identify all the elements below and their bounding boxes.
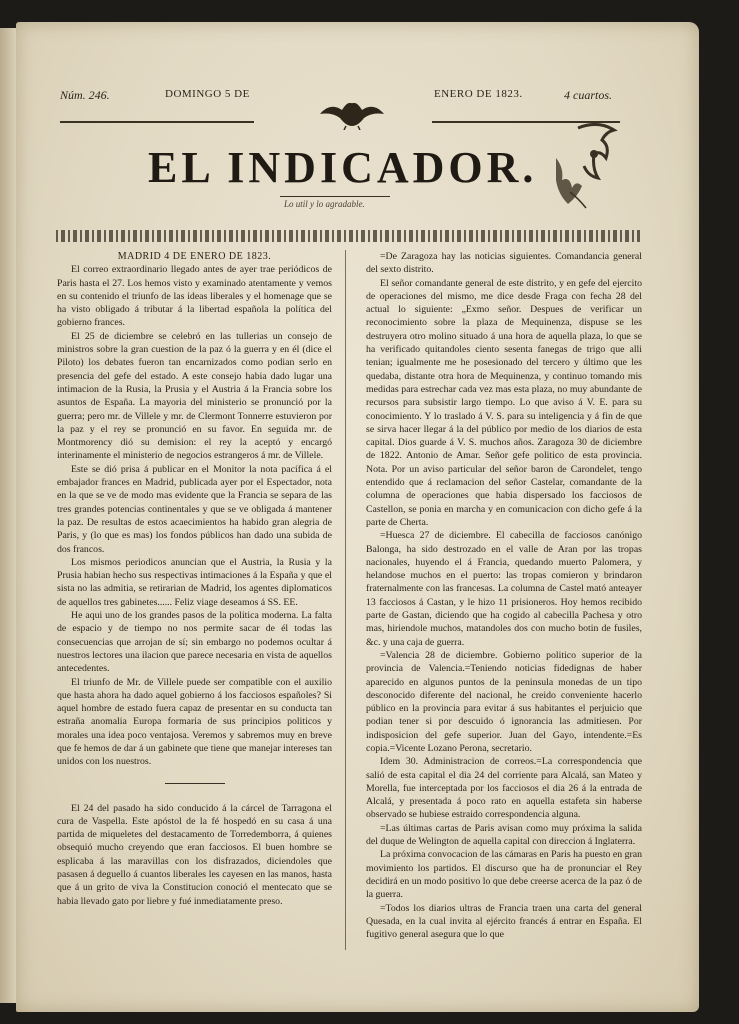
article-paragraph: El 24 del pasado ha sido conducido á la cárcel de Tarragona el cura de Vaspella. Este apóstol de la fé hospedó en su casa á una partida de miqueletes del destacamento de Torredemborra, á quienes obsequió mucho creyendo que eran facciosos. El buen hombre se esplicaba á las maravillas con los disfrazados, diciendoles que pasasen á deguello á cuantos liberales les cayesen en las manos, hasta que á un grito de viva la Constitucion conoció el mentecato que se habia llevado gato por liebre y fué inmediatamente preso. [57, 802, 332, 907]
eagle-ornament-icon [318, 96, 386, 130]
right-column [366, 250, 642, 941]
article-paragraph: He aqui uno de los grandes pasos de la politica moderna. La falta de espacio y de tiempo no nos permite sacar de él todas las consecuencias que arrojan de sí; sin embargo no podemos ocultar á nuestros lectores una ilacion que parece necesaria en vista de aquellos antecedentes. [57, 610, 332, 675]
left-column [57, 250, 332, 908]
issue-date-part2: ENERO DE 1823. [434, 88, 523, 100]
issue-price: 4 cuartos. [564, 88, 612, 102]
article-paragraph: =Las últimas cartas de Paris avisan como muy próxima la salida del duque de Welington de aquella capital con direccion á Inglaterra. [366, 822, 642, 848]
column-divider [345, 250, 346, 950]
article-paragraph: =Todos los diarios ultras de Francia traen una carta del general Quesada, en la cual invita al ejército francés á entrar en España. El fugitivo general asegura que lo que [366, 902, 642, 941]
article-paragraph: El señor comandante general de este distrito, y en gefe del ejercito de operaciones del mismo, me dice desde Fraga con fecha 28 del actual lo siguiente: „Exmo señor. Despues de verificar un reconocimiento sobre la plaza de Mequinenza, dispuse se les destruyera otro molino situado á una hora de aquella plaza, lo que se ha verificado quitandoles ciento sesenta fanegas de trigo que alli tenian; igualmente me he posesionado del tercero y último que les quedaba, distante otra hora de Mequinenza, y continuo tomando mis medidas para estrechar cada vez mas esta plaza, no muy abundante de recursos para subsistir largo tiempo. Lo que aviso á V. E. para su conocimiento. Y lo traslado á V. S. para su inteligencia y á fin de que se sirva hacer llegar á la del público por medio de los diarios de esta capital. Dios guarde á V. S. muchos años. Zaragoza 30 de diciembre de 1822. Antonio de Amar. Señor gefe politico de esta provincia. Nota. Por un aviso particular del señor baron de Carondelet, tengo entendido que á reclamacion del señor Castelar, comandante de la columna de operaciones que habia dispersado los facciosos de Castellon, se ponia en marcha y en comunicacion con dicho gefe á la parte de Cherta. [366, 277, 642, 528]
section-separator [165, 783, 225, 784]
newspaper-title: EL INDICADOR. [148, 143, 538, 192]
crest-ornament-icon [548, 118, 624, 214]
masthead-rule-left [60, 121, 254, 123]
article-paragraph: El 25 de diciembre se celebró en las tullerias un consejo de ministros sobre la gran cuestion de la paz ó la guerra y en él (dice el Piloto) los debates fueron tan encarnizados como podian serlo en presencia del gefe del estado. A este consejo habia dado lugar una intimacion de la Rusia, la Prusia y el Austria á la Francia sobre los asuntos de España. La mayoria del ministerio se pronunció por la guerra; pero mr. de Villele y mr. de Clermont Tonnerre estuvieron por la paz y el rey se pronunció en su favor. En seguida mr. de Montmorency dió su demision: el rey la aceptó y encargó interinamente el ministerio de negocios estrangeros á mr. de Villele. [57, 330, 332, 462]
issue-number: Núm. 246. [60, 88, 110, 102]
newspaper-motto: Lo util y lo agradable. [284, 199, 365, 209]
article-paragraph: =Huesca 27 de diciembre. El cabecilla de facciosos canónigo Balonga, ha sido destrozado en el valle de Aran por las tropas nacionales, huyendo el á Francia, quedando muerto Palomera, y helandose muchos en el puerto: las tropas comieron y brindaron fraternalmente con las francesas. La columna de Castel mató anteayer 13 facciosos á Castan, y le hizo 11 prisioneros. Hoy hemos recibido parte de Gastan, diciendo que ha cogido al cabecilla Pachesa y otro mas, hiriendole muchos, matandoles dos con mucho botin de fusiles, &c. y una caja de guerra. [366, 530, 642, 648]
decorative-border-row [56, 230, 640, 242]
article-paragraph: =De Zaragoza hay las noticias siguientes. Comandancia general del sexto distrito. [366, 251, 642, 276]
article-paragraph: El triunfo de Mr. de Villele puede ser compatible con el auxilio que hasta ahora ha dado aquel gobierno á los facciosos españoles? Si aquel hombre de estado fuera capaz de presentar en su conducta tan estraña anomalia Europa formaria de sus principios politicos y morales una idea poco ventajosa. Veremos y sabremos muy en breve que fe hemos de dar á un gabinete que tiene que manejar intereses tan unidos con los nuestros. [57, 676, 332, 768]
article-paragraph: Idem 30. Administracion de correos.=La correspondencia que salió de esta capital el dia 24 del corriente para Alcalá, san Mateo y Morella, fue interceptada por los facciosos el dia 26 á la entrada de Alcalá, y presentada á poco rato en aquella estafeta sin haberse observado se hubiese estraido correspondencia alguna. [366, 756, 642, 821]
dateline: MADRID 4 DE ENERO DE 1823. [117, 251, 272, 262]
issue-date-part1: DOMINGO 5 DE [165, 88, 250, 100]
article-paragraph: Este se dió prisa á publicar en el Monitor la nota pacífica á el embajador frances en Madrid, publicada ayer por el Espectador, nota en la que se ve de modo mas evidente que la Francia se separa de las tres grandes potencias continentales y que se ve obligada á mantener la paz. De resultas de estos acaecimientos ha habido gran alegria de Paris, y (lo que es mas) los fondos públicos han dado una subida de dos francos. [57, 463, 332, 555]
article-paragraph: Los mismos periodicos anuncian que el Austria, la Rusia y la Prusia habian hecho sus respectivas intimaciones á la España y que el sista no las admitia, se retirarian de Madrid, los agentes diplomaticos de aquellos tres gabinetes...... Feliz viage deseamos á SS. EE. [57, 556, 332, 608]
article-paragraph: El correo extraordinario llegado antes de ayer trae periódicos de Paris hasta el 27. Los hemos visto y examinado atentamente y vemos en su contenido el triunfo de las ideas liberales y el homenage que se ha visto obligado á tributar á la libertad española la política del gobierno frances. [57, 264, 332, 329]
article-paragraph: =Valencia 28 de diciembre. Gobierno politico superior de la provincia de Valencia.=Teniendo noticias fidedignas de haber aparecido en algunos puntos de la peninsula monedas de un tipo desconocido diferente del nacional, he creido conveniente hacerlo público en la provincia para evitar á sus habitantes el perjuicio que podian tener si por descuido ó ignorancia las admitiesen. Por indisposicion del gefe superior. Juan del Gayo, intendente.=Es copia.=Vicente Lozano Perona, secretario. [366, 649, 642, 754]
motto-rule [280, 196, 390, 197]
article-paragraph: La próxima convocacion de las cámaras en Paris ha puesto en gran movimiento los partidos. El discurso que ha de pronunciar el Rey decidirá en un modo positivo lo que debe creerse acerca de la paz ó de la guerra. [366, 849, 642, 901]
